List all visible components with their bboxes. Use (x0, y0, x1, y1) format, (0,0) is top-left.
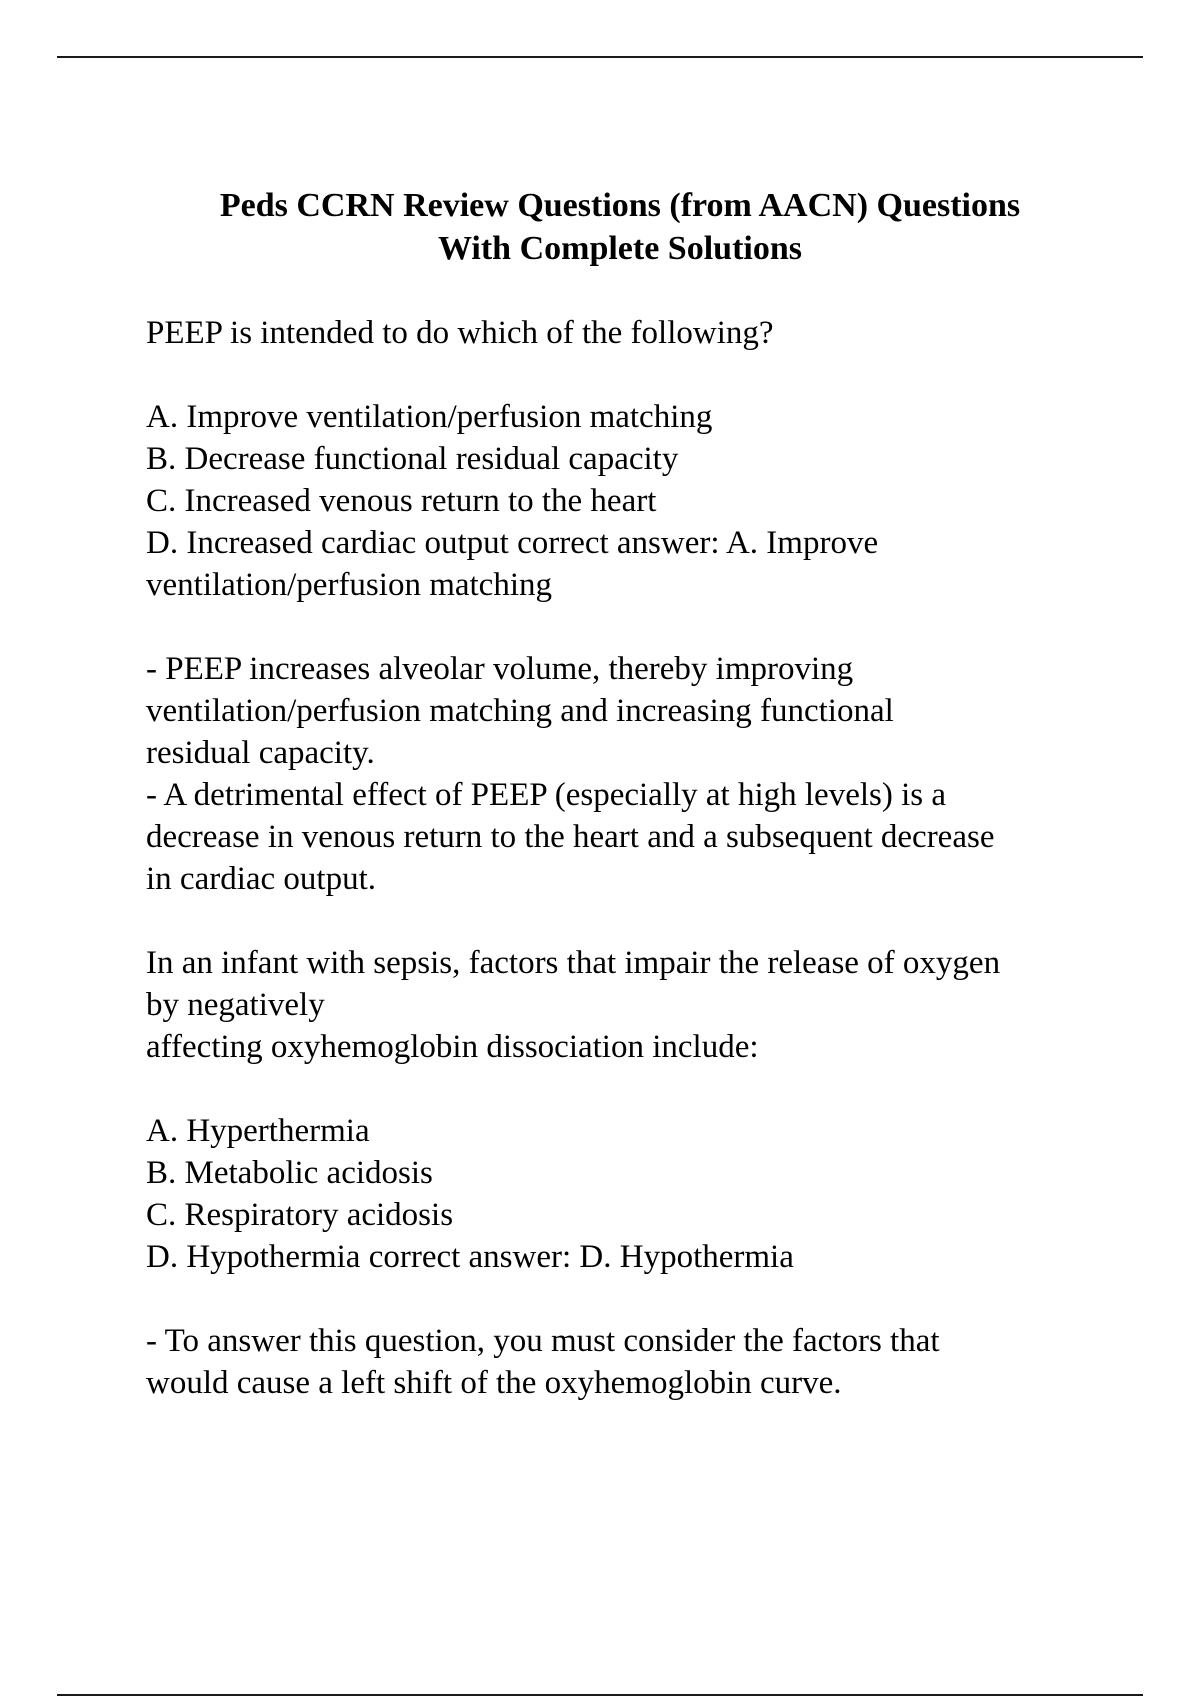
explanation-line: in cardiac output. (146, 861, 377, 897)
answer-option: B. Metabolic acidosis (146, 1155, 433, 1191)
title-line: Peds CCRN Review Questions (from AACN) Questions (219, 187, 1021, 224)
explanation (146, 648, 1106, 900)
answer-option: A. Hyperthermia (146, 1113, 370, 1149)
answer-option: D. Increased cardiac output correct answer: A. Improve (146, 525, 879, 561)
question-prompt (146, 942, 1106, 1068)
question-prompt: PEEP is intended to do which of the following? (146, 315, 774, 351)
answer-option: C. Respiratory acidosis (146, 1197, 454, 1233)
page-title (140, 184, 1100, 270)
answer-option: B. Decrease functional residual capacity (146, 441, 679, 477)
explanation-line: - A detrimental effect of PEEP (especially at high levels) is a (146, 777, 947, 813)
explanation-line: ventilation/perfusion matching and increasing functional (146, 693, 894, 729)
correct-answer-text: ventilation/perfusion matching (146, 567, 552, 603)
question-block (146, 312, 1106, 900)
question-block (146, 942, 1106, 1404)
answer-option: C. Increased venous return to the heart (146, 483, 657, 519)
explanation (146, 1320, 1106, 1404)
answer-options (146, 396, 1106, 606)
explanation-line: would cause a left shift of the oxyhemoglobin curve. (146, 1365, 842, 1401)
answer-option: D. Hypothermia correct answer: D. Hypothermia (146, 1239, 794, 1275)
title-line: With Complete Solutions (438, 230, 802, 267)
prompt-line: by negatively (146, 987, 325, 1023)
document-body (146, 312, 1106, 1404)
footer-rule (57, 1694, 1143, 1696)
answer-options (146, 1110, 1106, 1278)
prompt-line: In an infant with sepsis, factors that impair the release of oxygen (146, 945, 1001, 981)
header-rule (57, 56, 1143, 58)
answer-option: A. Improve ventilation/perfusion matching (146, 399, 713, 435)
prompt-line: affecting oxyhemoglobin dissociation include: (146, 1029, 759, 1065)
explanation-line: decrease in venous return to the heart and a subsequent decrease (146, 819, 995, 855)
explanation-line: - To answer this question, you must consider the factors that (146, 1323, 940, 1359)
explanation-line: residual capacity. (146, 735, 375, 771)
explanation-line: - PEEP increases alveolar volume, thereby improving (146, 651, 854, 687)
